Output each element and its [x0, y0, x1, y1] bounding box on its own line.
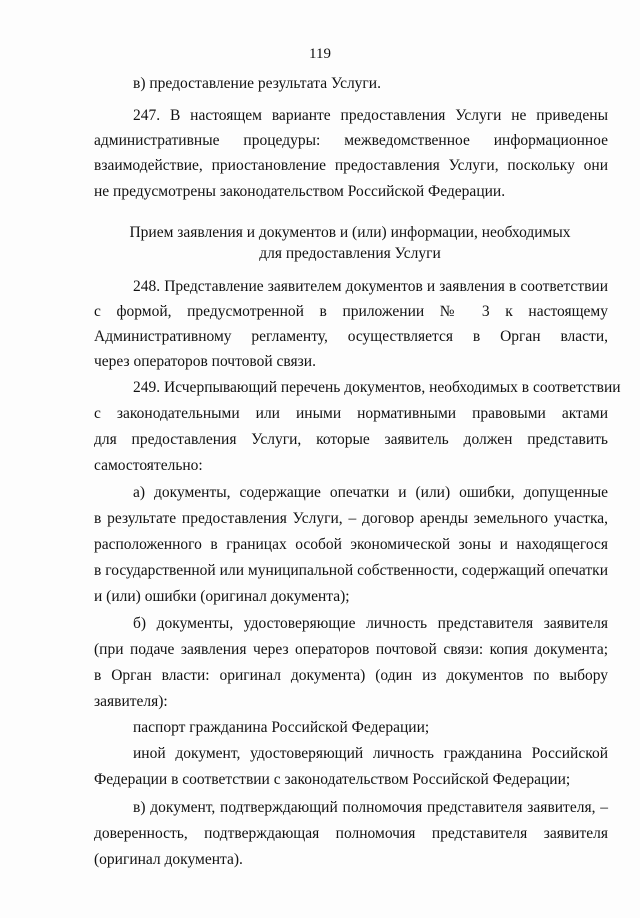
page-number: 119 — [309, 46, 331, 62]
text-line: (при подаче заявления через операторов почтовой связи: копия документа; — [94, 641, 608, 658]
text-line: 247. В настоящем варианте предоставления Услуги не приведены — [133, 107, 608, 124]
text-line: заявителя): — [94, 693, 168, 710]
text-line: Федерации в соответствии с законодательством Российской Федерации; — [94, 771, 571, 788]
text-line: в Орган власти: оригинал документа) (один из документов по выбору — [94, 667, 608, 684]
text-line: Административному регламенту, осуществляется в Орган власти, — [94, 328, 608, 345]
text-line: иной документ, удостоверяющий личность гражданина Российской — [133, 745, 608, 762]
text-line: (оригинал документа). — [94, 851, 243, 868]
text-line: с формой, предусмотренной в приложении № 3 к настоящему — [94, 303, 608, 320]
text-line: административные процедуры: межведомственное информационное — [94, 132, 608, 149]
text-line: самостоятельно: — [94, 457, 203, 474]
text-line: и (или) ошибки (оригинал документа); — [94, 588, 350, 605]
text-line: доверенность, подтверждающая полномочия представителя заявителя — [94, 825, 608, 842]
text-line: б) документы, удостоверяющие личность представителя заявителя — [133, 615, 608, 632]
section-heading: для предоставления Услуги — [259, 245, 441, 262]
text-line: в государственной или муниципальной собственности, содержащий опечатки — [94, 562, 608, 579]
text-line: для предоставления Услуги, которые заявитель должен представить — [94, 431, 608, 448]
text-line: расположенного в границах особой экономической зоны и находящегося — [94, 536, 608, 553]
text-line: в) документ, подтверждающий полномочия представителя заявителя, – — [133, 799, 608, 816]
section-heading: Прием заявления и документов и (или) информации, необходимых — [129, 224, 571, 241]
text-line: в результате предоставления Услуги, – договор аренды земельного участка, — [94, 510, 608, 527]
text-line: через операторов почтовой связи. — [94, 353, 316, 370]
text-line: взаимодействие, приостановление предоставления Услуги, поскольку они — [94, 157, 608, 174]
text-line: в) предоставление результата Услуги. — [133, 75, 381, 92]
text-line: 248. Представление заявителем документов и заявления в соответствии — [133, 278, 608, 295]
text-line: а) документы, содержащие опечатки и (или) ошибки, допущенные — [133, 484, 608, 501]
text-line: с законодательными или иными нормативными правовыми актами — [94, 405, 608, 422]
text-line: 249. Исчерпывающий перечень документов, необходимых в соответствии — [133, 379, 621, 396]
text-line: не предусмотрены законодательством Российской Федерации. — [94, 183, 506, 200]
text-line: паспорт гражданина Российской Федерации; — [133, 719, 430, 736]
